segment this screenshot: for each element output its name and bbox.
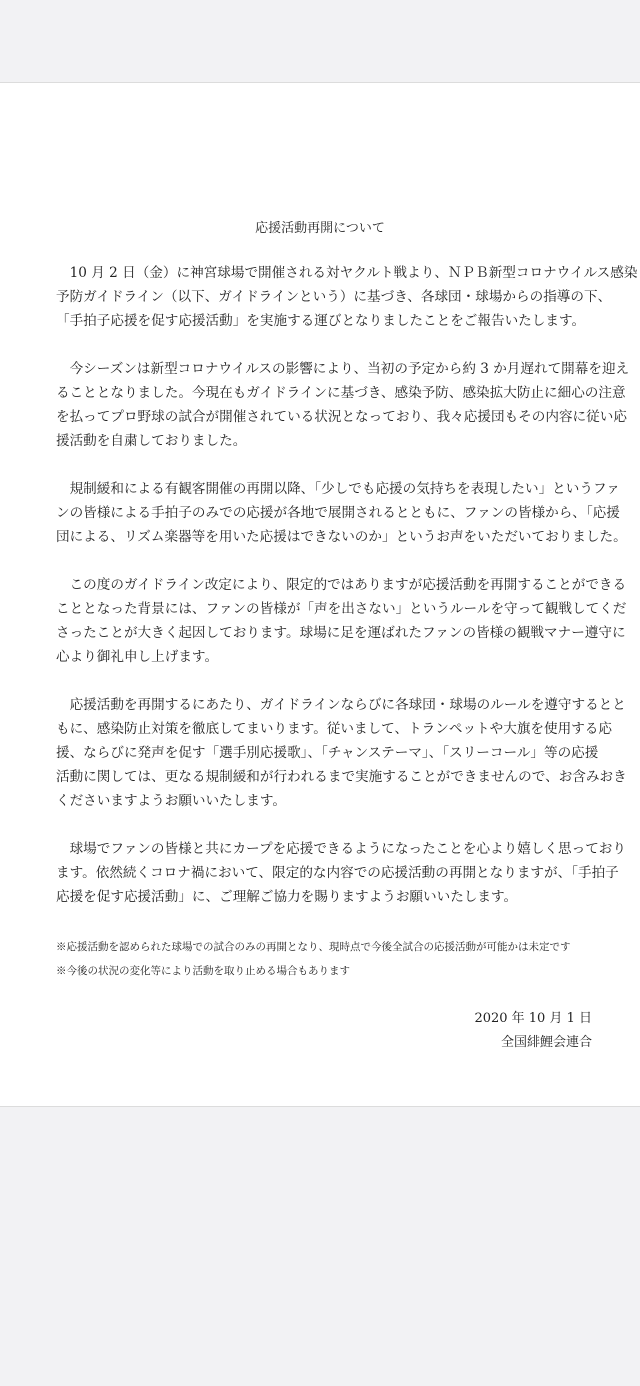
document-page: [0, 82, 640, 1107]
paragraph-line: 団による、リズム楽器等を用いた応援はできないのか」というお声をいただいておりました。: [56, 529, 627, 545]
paragraph-line: この度のガイドライン改定により、限定的ではありますが応援活動を再開することができる: [56, 577, 627, 593]
paragraph-line: 活動に関しては、更なる規制緩和が行われるまで実施することができませんので、お含みおき: [56, 769, 627, 785]
paragraph-line: 心より御礼申し上げます。: [56, 649, 219, 665]
document-date: 2020 年 10 月 1 日: [474, 1011, 592, 1026]
paragraph-line: 援、ならびに発声を促す「選手別応援歌」、「チャンステーマ」、「スリーコール」等の応援: [56, 745, 599, 761]
organization-name: 全国緋鯉会連合: [500, 1035, 592, 1050]
paragraph-line: ます。依然続くコロナ禍において、限定的な内容での応援活動の再開となりますが、「手拍子: [56, 865, 619, 881]
footnote: ※応援活動を認められた球場での試合のみの再開となり、現時点で今後全試合の応援活動が可能かは未定です: [56, 941, 571, 953]
paragraph: [56, 837, 626, 909]
paragraph-line: くださいますようお願いいたします。: [56, 793, 287, 809]
paragraph: [56, 573, 627, 669]
paragraph-line: 今シーズンは新型コロナウイルスの影響により、当初の予定から約 3 か月遅れて開幕を迎え: [56, 361, 630, 377]
paragraph: [56, 261, 638, 333]
paragraph-line: を払ってプロ野球の試合が開催されている状況となっており、我々応援団もその内容に従い応: [56, 409, 627, 425]
paragraph-line: もに、感染防止対策を徹底してまいります。従いまして、トランペットや大旗を使用する応: [56, 721, 612, 737]
footnote: ※今後の状況の変化等により活動を取り止める場合もあります: [56, 965, 350, 977]
paragraph-line: ンの皆様による手拍子のみでの応援が各地で展開されるとともに、ファンの皆様から、「応援: [56, 505, 620, 521]
paragraph: [56, 693, 627, 813]
paragraph-line: 援活動を自粛しておりました。: [56, 433, 247, 449]
footnotes: [56, 935, 571, 983]
paragraph-line: 「手拍子応援を促す応援活動」を実施する運びとなりましたことをご報告いたします。: [56, 313, 586, 329]
paragraph-line: 応援を促す応援活動」に、ご理解ご協力を賜りますようお願いいたします。: [56, 889, 518, 905]
paragraph-line: 10 月 2 日（金）に神宮球場で開催される対ヤクルト戦より、ＮＰＢ新型コロナウイルス感染: [56, 265, 638, 281]
document-title: 応援活動再開について: [255, 221, 385, 236]
paragraph-line: 応援活動を再開するにあたり、ガイドラインならびに各球団・球場のルールを遵守するとと: [56, 697, 626, 713]
paragraph-line: 球場でファンの皆様と共にカープを応援できるようになったことを心より嬉しく思っており: [56, 841, 626, 857]
document-body: [56, 261, 638, 933]
paragraph-line: さったことが大きく起因しております。球場に足を運ばれたファンの皆様の観戦マナー遵守に: [56, 625, 626, 641]
paragraph-line: 規制緩和による有観客開催の再開以降、「少しでも応援の気持ちを表現したい」というファ: [56, 481, 620, 497]
paragraph: [56, 357, 630, 453]
paragraph: [56, 477, 627, 549]
paragraph-line: ることとなりました。今現在もガイドラインに基づき、感染予防、感染拡大防止に細心の注意: [56, 385, 626, 401]
paragraph-line: こととなった背景には、ファンの皆様が「声を出さない」というルールを守って観戦してくだ: [56, 601, 627, 617]
paragraph-line: 予防ガイドライン（以下、ガイドラインという）に基づき、各球団・球場からの指導の下、: [56, 289, 612, 305]
signature-block: [474, 1007, 592, 1055]
